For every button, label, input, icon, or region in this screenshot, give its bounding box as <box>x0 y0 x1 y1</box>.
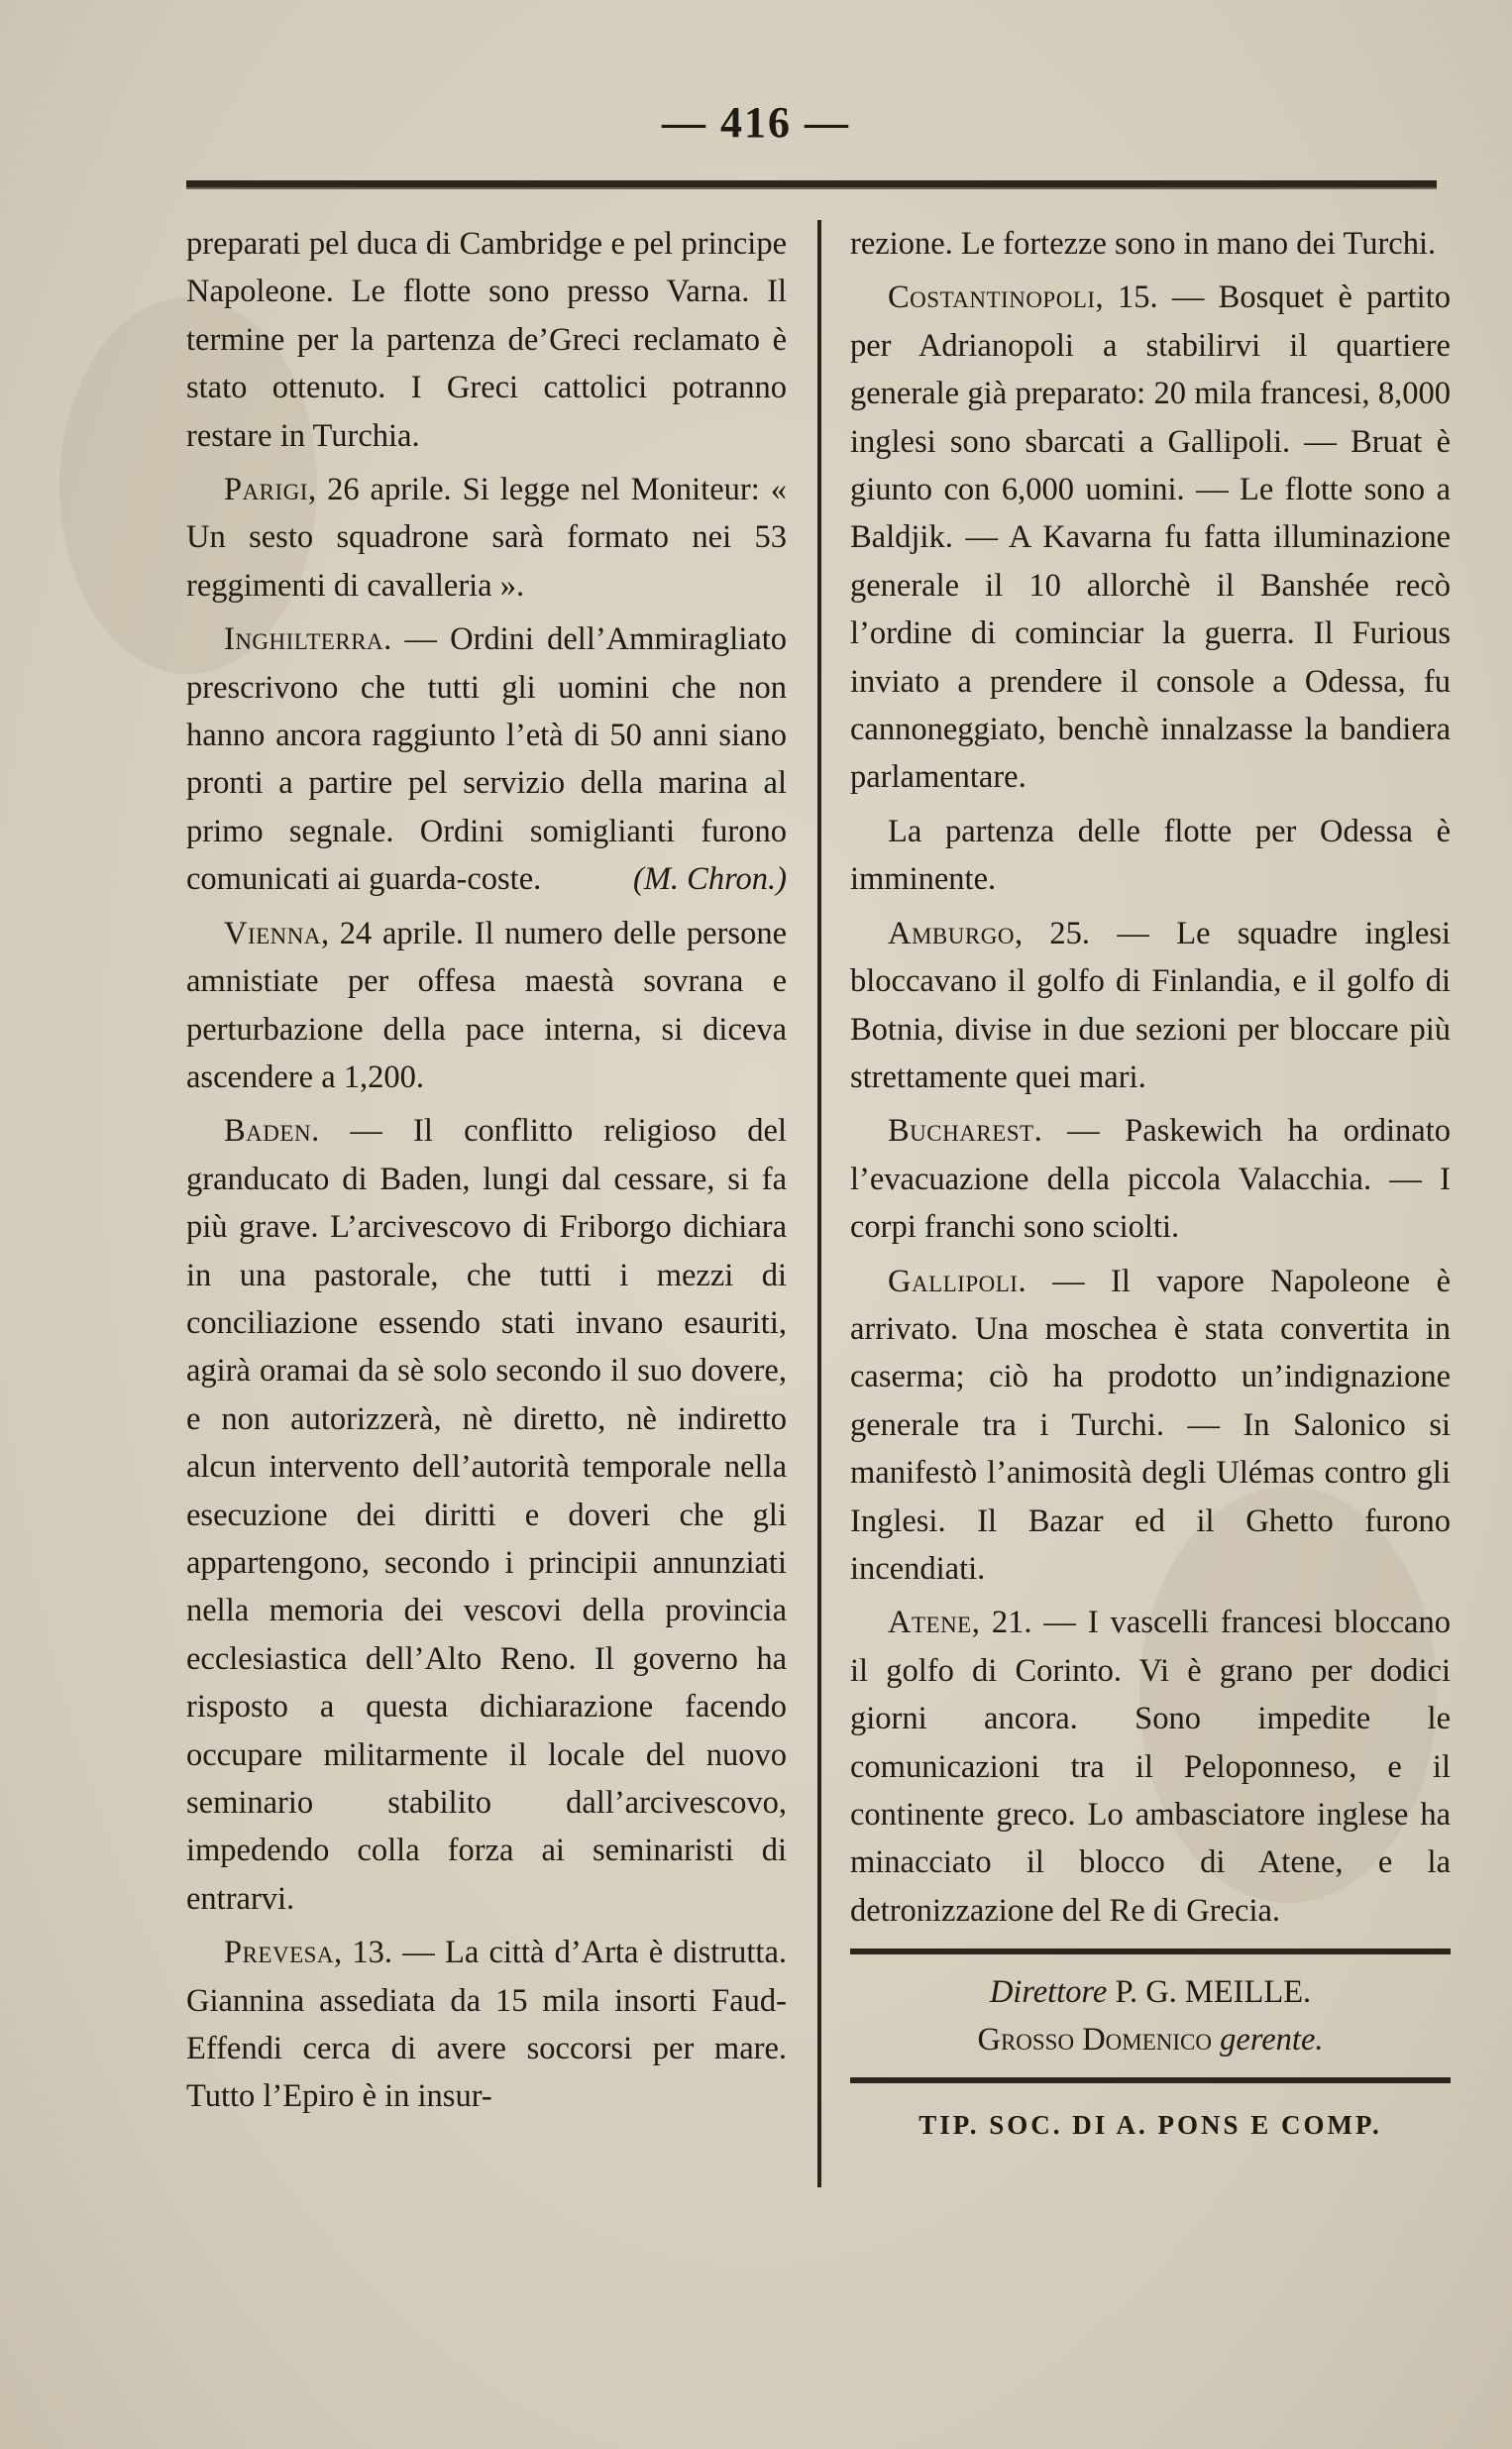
article-athens <box>850 1599 1451 1935</box>
source-citation: (M. Chron.) <box>633 861 787 898</box>
article-prevesa <box>186 1929 787 2121</box>
place-name: Gallipoli <box>888 1263 1019 1299</box>
article-text: . — Ordini dell’Ammiragliato prescrivono che tutti gli uomini che non hanno ancora raggiunto l’età di 50 anni siano pronti a partire pel servizio della marina al primo segnale. Ordini somiglianti furono comunicati ai guarda-coste. <box>186 621 787 898</box>
place-name: Baden <box>224 1113 312 1150</box>
place-name: Vienna <box>224 915 322 951</box>
manager-role: gerente. <box>1220 2022 1324 2059</box>
article-constantinople <box>850 274 1451 801</box>
printer-imprint: TIP. SOC. DI A. PONS E COMP. <box>918 2110 1382 2141</box>
director-name: P. G. MEILLE. <box>1115 1974 1312 2011</box>
article-text: , 13. — La città d’Arta è distrutta. Giannina assediata da 15 mila insorti Faud-Effendi cerca di avere soccorsi per mare. Tutto l’Epiro è in insur- <box>186 1935 787 2115</box>
article-text: , 15. — Bosquet è partito per Adrianopoli a stabilirvi il quartiere generale già preparato: 20 mila francesi, 8,000 inglesi sono sbarcati a Gallipoli. — Bruat è giunto con 6,000 uomini. — Le flotte sono a Baldjik. — A Kavarna fu fatta illuminazione generale il 10 allorchè il Banshée recò l’ordine di cominciar la guerra. Il Furious inviato a prendere il console a Odessa, fu cannoneggiato, benchè innalzasse la bandiera parlamentare. <box>850 279 1451 796</box>
column-divider <box>817 220 821 2187</box>
article-vienna <box>186 910 787 1102</box>
article-bucharest <box>850 1107 1451 1251</box>
signature-block <box>850 1968 1451 2063</box>
place-name: Amburgo <box>888 915 1015 951</box>
manager-name: Grosso Domenico <box>977 2022 1213 2059</box>
page-number: — 416 — <box>662 98 850 147</box>
article-gallipoli <box>850 1258 1451 1594</box>
article-text: . — Il vapore Napoleone è arrivato. Una moschea è stata convertita in caserma; ciò ha prodotto un’indignazione generale tra i Turchi. — In Salonico si manifestò l’animosità degli Ulémas contro gli Inglesi. Il Bazar ed il Ghetto furono incendiati. <box>850 1263 1451 1587</box>
article-text: , 25. — Le squadre inglesi bloccavano il golfo di Finlandia, e il golfo di Botnia, divise in due sezioni per bloccare più strettamente quei mari. <box>850 915 1451 1095</box>
article-text: Il numero delle persone amnistiate per offesa maestà sovrana e perturbazione della pace interna, si diceva ascendere a 1,200. <box>186 915 787 1095</box>
article-text: Si legge nel Moniteur: « Un sesto squadrone sarà formato nei 53 reggimenti di cavalleria ». <box>186 472 787 604</box>
footer-rule <box>850 2077 1451 2083</box>
article-text: . — Il conflitto religioso del granducato di Baden, lungi dal cessare, si fa più grave. L’arcivescovo di Friborgo dichiara in una pastorale, che tutti i mezzi di conciliazione essendo stati invano esauriti, agirà oramai da sè solo secondo il suo dovere, e non autorizzerà, nè diretto, nè indiretto alcun intervento dell’autorità temporale nella esecuzione dei diritti e doveri che gli appartengono, secondo i principii annunziati nella memoria dei vescovi della provincia ecclesiastica dell’Alto Reno. Il governo ha risposto a questa dichiarazione facendo occupare militarmente il locale del nuovo seminario stabilito dall’arcivescovo, impedendo colla forza ai seminaristi di entrarvi. <box>186 1113 787 1917</box>
place-name: Inghilterra <box>224 621 384 658</box>
place-name: Prevesa <box>224 1935 335 1971</box>
place-name: Parigi <box>224 472 308 508</box>
place-name: Bucharest <box>888 1113 1034 1150</box>
dateline: , 24 aprile. <box>321 915 465 951</box>
article-hamburg <box>850 910 1451 1102</box>
left-column <box>186 220 787 2127</box>
right-column <box>850 220 1451 2150</box>
article-text: . — Paskewich ha ordinato l’evacuazione della piccola Valacchia. — I corpi franchi sono sciolti. <box>850 1113 1451 1246</box>
article-paragraph: La partenza delle flotte per Odessa è imminente. <box>850 813 1451 898</box>
article-text: , 21. — I vascelli francesi bloccano il golfo di Corinto. Vi è grano per dodici giorni ancora. Sono impedite le comunicazioni tra il Peloponneso, e il continente greco. Lo ambasciatore inglese ha minacciato il blocco di Atene, e la detronizzazione del Re di Grecia. <box>850 1605 1451 1929</box>
dateline: , 26 aprile. <box>307 472 452 508</box>
director-role: Direttore <box>989 1974 1108 2011</box>
header-rule <box>186 180 1437 189</box>
manager-line <box>850 2016 1451 2063</box>
article-paragraph: rezione. Le fortezze sono in mano dei Turchi. <box>850 226 1437 262</box>
article-paragraph: preparati pel duca di Cambridge e pel principe Napoleone. Le flotte sono presso Varna. Il termine per la partenza de’Greci reclamato è stato ottenuto. I Greci cattolici potranno restare in Turchia. <box>186 226 787 454</box>
article-baden <box>186 1107 787 1923</box>
place-name: Costantinopoli <box>888 279 1096 316</box>
director-line <box>850 1968 1451 2016</box>
article-paris <box>186 466 787 610</box>
place-name: Atene <box>888 1605 972 1641</box>
end-rule <box>850 1948 1451 1954</box>
article-england <box>186 615 787 903</box>
